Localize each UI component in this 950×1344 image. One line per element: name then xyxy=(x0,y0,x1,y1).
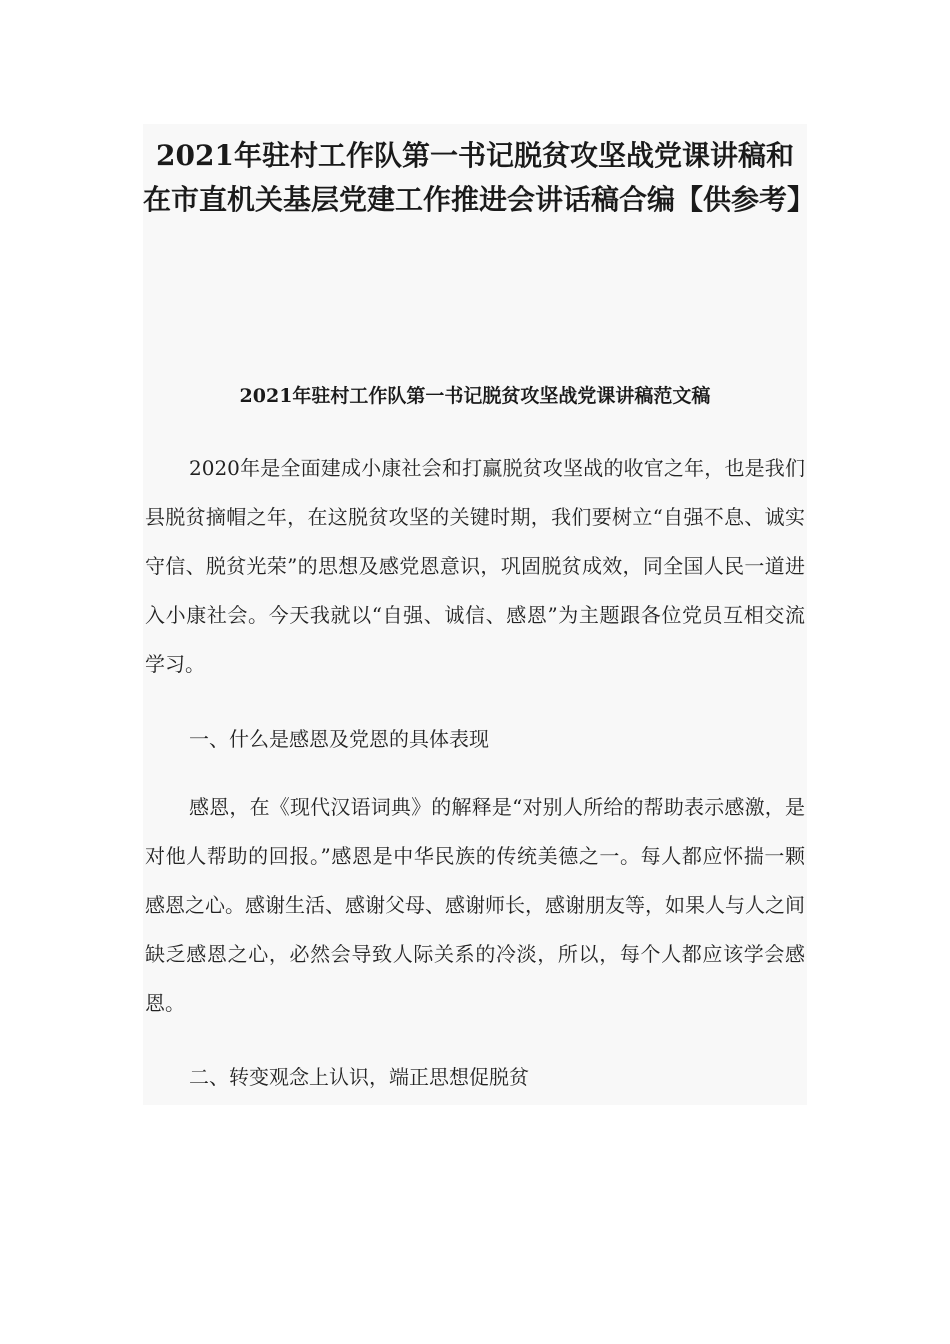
document-title: 2021年驻村工作队第一书记脱贫攻坚战党课讲稿和在市直机关基层党建工作推进会讲话稿合编【供参考】 xyxy=(143,139,816,216)
body-paragraph: 感恩，在《现代汉语词典》的解释是“对别人所给的帮助表示感激，是对他人帮助的回报。”感恩是中华民族的传统美德之一。每人都应怀揣一颗感恩之心。感谢生活、感谢父母、感谢师长，感谢朋友等，如果人与人之间缺乏感恩之心，必然会导致人际关系的冷淡，所以，每个人都应该学会感恩。 xyxy=(145,795,805,1015)
section-title: 2021年驻村工作队第一书记脱贫攻坚战党课讲稿范文稿 xyxy=(239,385,711,407)
heading-paragraph-1: 一、什么是感恩及党恩的具体表现 xyxy=(189,727,489,751)
intro-paragraph: 2020年是全面建成小康社会和打赢脱贫攻坚战的收官之年，也是我们县脱贫摘帽之年，在这脱贫攻坚的关键时期，我们要树立“自强不息、诚实守信、脱贫光荣”的思想及感党恩意识，巩固脱贫成效，同全国人民一道进入小康社会。今天我就以“自强、诚信、感恩”为主题跟各位党员互相交流学习。 xyxy=(145,456,805,676)
heading-paragraph-2: 二、转变观念上认识，端正思想促脱贫 xyxy=(189,1065,529,1089)
